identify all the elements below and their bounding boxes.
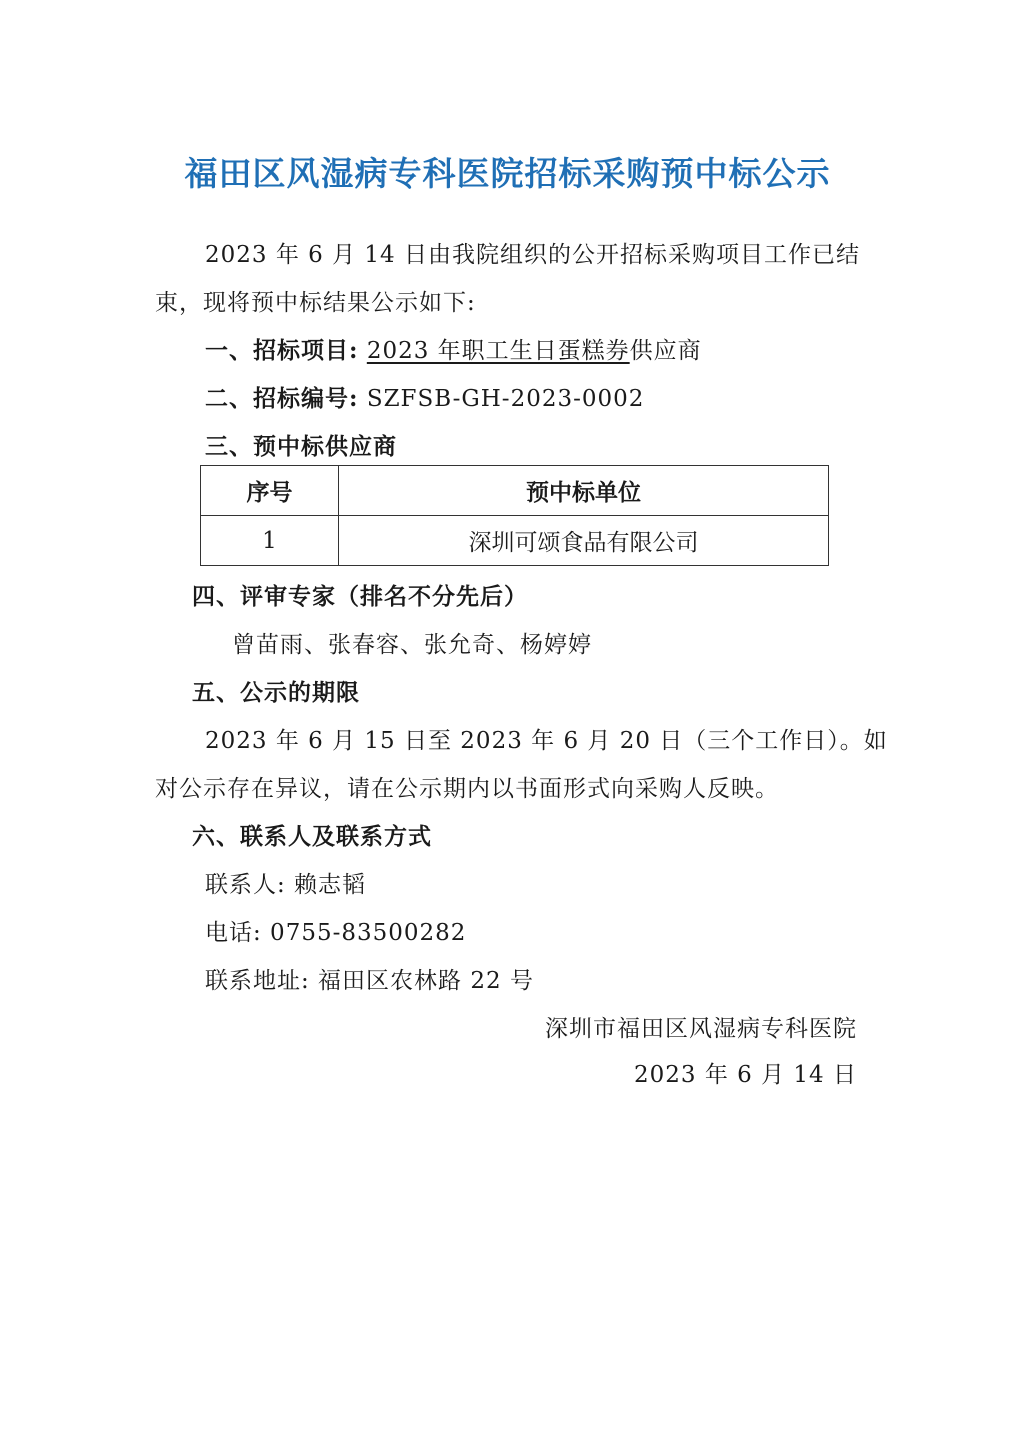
supplier-table (200, 465, 829, 566)
item4-label: 四、评审专家（排名不分先后） (192, 583, 528, 610)
item3-label: 三、预中标供应商 (205, 433, 397, 460)
item5-line-2: 对公示存在异议，请在公示期内以书面形式向采购人反映。 (155, 776, 779, 802)
intro-line-2: 束，现将预中标结果公示如下: (155, 290, 476, 316)
item4-value: 曾苗雨、张春容、张允奇、杨婷婷 (232, 632, 592, 658)
item2-label: 二、招标编号: (205, 385, 359, 412)
item5-label: 五、公示的期限 (192, 679, 360, 706)
item2-value: SZFSB-GH-2023-0002 (366, 386, 645, 412)
table-header-unit: 预中标单位 (339, 466, 829, 516)
table-row (201, 516, 829, 566)
table-header-no: 序号 (201, 466, 339, 516)
item1-label: 一、招标项目: (205, 337, 359, 364)
document-title: 福田区风湿病专科医院招标采购预中标公示 (184, 154, 831, 193)
item1-value-rest: 供应商 (629, 338, 702, 364)
item1-row (205, 336, 702, 366)
intro-line-1: 2023 年 6 月 14 日由我院组织的公开招标采购项目工作已结 (205, 242, 860, 268)
contact-person: 联系人: 赖志韬 (205, 872, 367, 898)
table-cell-unit: 深圳可颂食品有限公司 (339, 516, 829, 566)
table-header-row (201, 466, 829, 516)
signature-date: 2023 年 6 月 14 日 (634, 1062, 857, 1088)
signature-org: 深圳市福田区风湿病专科医院 (545, 1016, 857, 1042)
table-cell-no: 1 (201, 516, 339, 566)
item2-row (205, 384, 644, 414)
item5-line-1: 2023 年 6 月 15 日至 2023 年 6 月 20 日（三个工作日）。如 (205, 728, 888, 754)
contact-phone: 电话: 0755-83500282 (205, 920, 467, 946)
item6-label: 六、联系人及联系方式 (192, 823, 432, 850)
contact-address: 联系地址: 福田区农林路 22 号 (205, 968, 534, 994)
item1-value-underlined: 2023 年职工生日蛋糕券 (366, 338, 630, 364)
